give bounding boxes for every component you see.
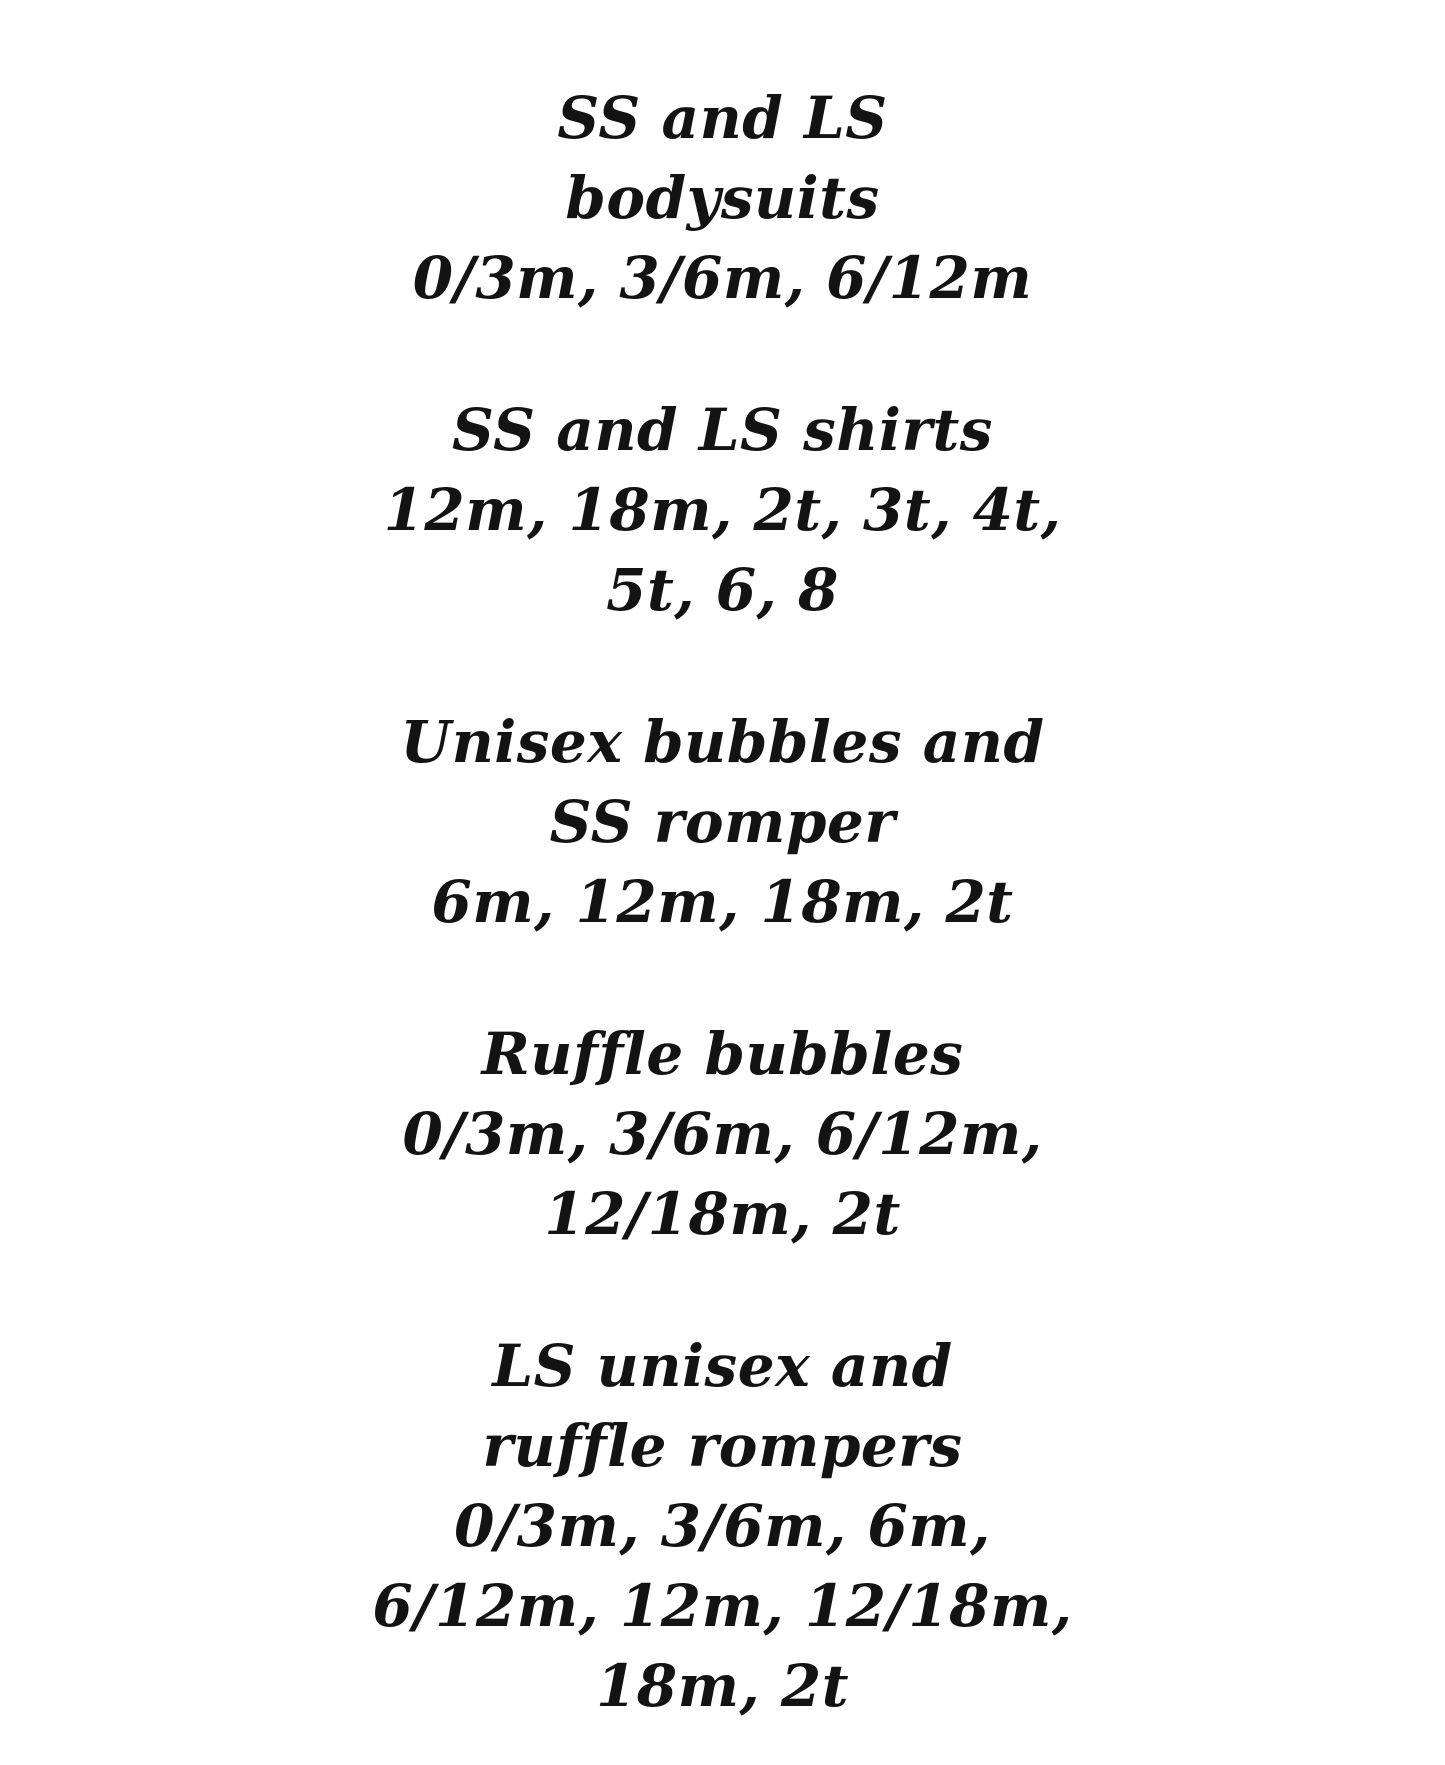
section-sizes-line: 0/3m, 3/6m, 6/12m, [402,1100,1043,1168]
section-ss-and-ls-bodysuits [413,78,1032,318]
section-title-line: SS and LS shirts [452,396,993,464]
section-sizes-line: 12/18m, 2t [544,1180,901,1248]
section-title-line: LS unisex and [492,1332,953,1400]
section-title-line: Ruffle bubbles [481,1020,964,1088]
section-title-line: SS and LS [557,84,888,152]
section-sizes-line: 6m, 12m, 18m, 2t [431,868,1014,936]
section-ls-unisex-and-ruffle-rompers [372,1326,1072,1726]
section-ss-and-ls-shirts [384,390,1062,630]
section-title-line: ruffle rompers [482,1412,963,1480]
section-unisex-bubbles-and-ss-romper [400,702,1044,942]
section-sizes-line: 0/3m, 3/6m, 6m, [454,1492,991,1560]
section-sizes-line: 0/3m, 3/6m, 6/12m [412,244,1033,312]
section-title-line: SS romper [549,788,896,856]
section-sizes-line: 12m, 18m, 2t, 3t, 4t, [383,476,1062,544]
section-ruffle-bubbles [402,1014,1042,1254]
section-title-line: Unisex bubbles and [400,708,1045,776]
section-title-line: bodysuits [565,164,880,232]
section-sizes-line: 6/12m, 12m, 12/18m, [372,1572,1073,1640]
section-sizes-line: 5t, 6, 8 [606,556,839,624]
section-sizes-line: 18m, 2t [595,1652,850,1720]
